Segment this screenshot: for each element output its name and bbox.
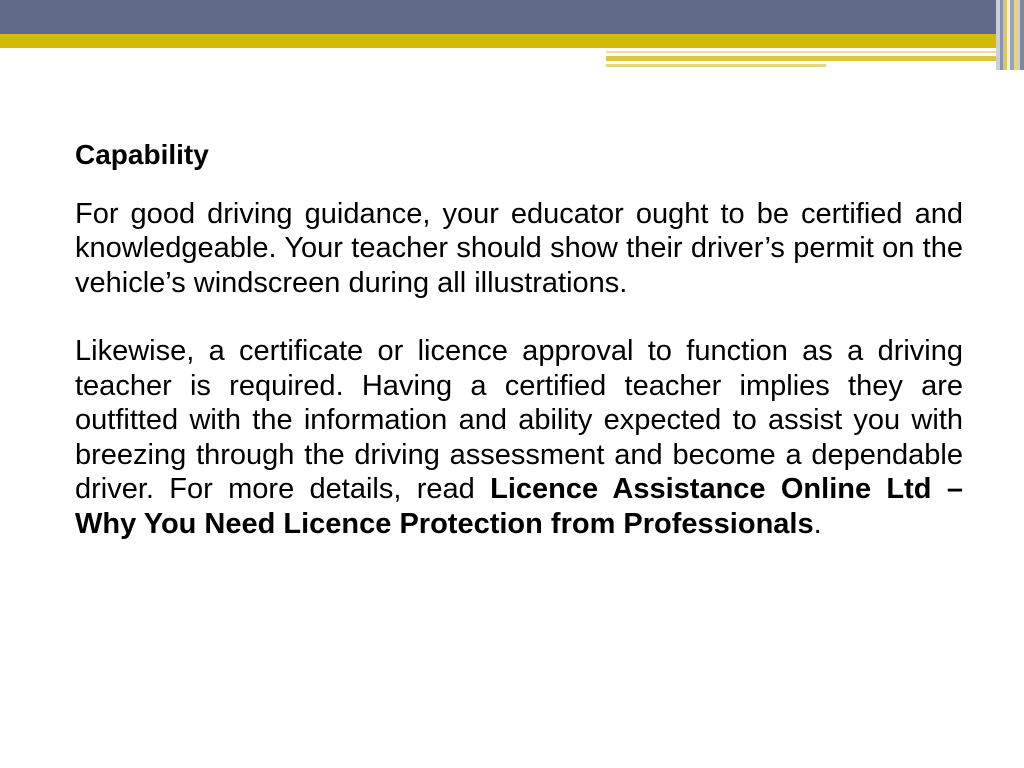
decorative-stripes [996, 0, 1024, 70]
slide-body [75, 138, 963, 575]
accent-line-thin-short [606, 64, 826, 67]
paragraph-2 [75, 334, 963, 541]
article-link[interactable]: Licence Assistance Online Ltd – Why You Need Licence Protection from Professionals [75, 473, 963, 540]
accent-line-thin [606, 56, 1000, 61]
accent-line-hair [606, 51, 1000, 53]
accent-line [0, 34, 1000, 48]
paragraph-1: For good driving guidance, your educator ought to be certified and knowledgeable. Your teacher should show their driver’s permit on the vehicle’s windscreen during all illustrations. [75, 197, 963, 299]
header-band [0, 0, 1024, 34]
paragraph-2-text: Likewise, a certificate or licence approval to function as a driving teacher is required. Having a certified teacher implies they are outfitted with the information and ability expected to assist you with breezing through the driving assessment and become a dependable driver. For more details, read [75, 335, 963, 505]
paragraph-2-end: . [813, 507, 822, 540]
slide-heading: Capability [75, 139, 209, 170]
